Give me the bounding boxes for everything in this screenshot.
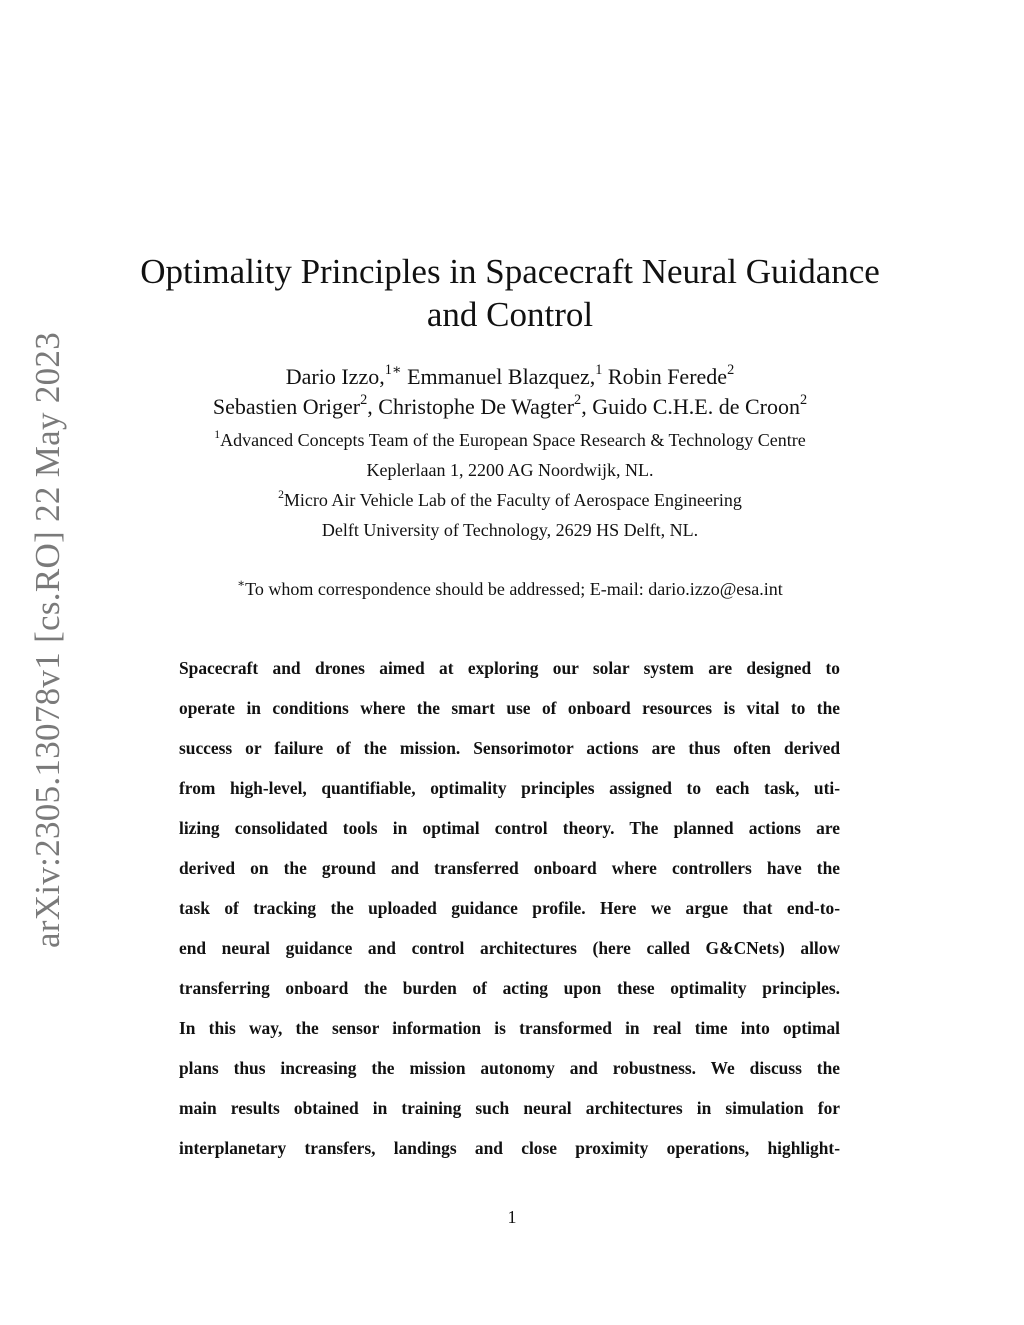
author-name: Dario Izzo, (285, 364, 385, 389)
author-name: Christophe De Wagter (378, 394, 575, 419)
affiliation-line: Advanced Concepts Team of the European Space Research & Technology Centre (220, 430, 806, 450)
affiliation-1 (110, 425, 910, 485)
author-mark: 1 (595, 362, 603, 378)
correspondence-note (110, 575, 910, 603)
author-mark: 1∗ (384, 362, 402, 378)
affiliation-2 (110, 485, 910, 545)
abstract-line: plans thus increasing the mission autonomy and robustness. We discuss the (179, 1058, 840, 1078)
abstract-line: interplanetary transfers, landings and close proximity operations, highlight- (179, 1138, 840, 1158)
abstract-line: transferring onboard the burden of acting upon these optimality principles. (179, 978, 840, 998)
abstract-line: operate in conditions where the smart use of onboard resources is vital to the (179, 698, 840, 718)
arxiv-stamp[interactable]: arXiv:2305.13078v1 [cs.RO] 22 May 2023 (28, 331, 67, 949)
author-mark: 2 (574, 392, 582, 408)
author-mark: 2 (799, 392, 808, 408)
abstract-line: Spacecraft and drones aimed at exploring our solar system are designed to (179, 658, 840, 678)
correspondence-mark: ∗ (237, 576, 246, 590)
author-name: Sebastien Origer (212, 394, 361, 419)
abstract-line: lizing consolidated tools in optimal control theory. The planned actions are (179, 818, 840, 838)
abstract-line: In this way, the sensor information is transformed in real time into optimal (179, 1018, 840, 1038)
correspondence-text: To whom correspondence should be addressed; E-mail: dario.izzo@esa.int (245, 579, 783, 599)
title-line-2: and Control (426, 295, 594, 334)
author-mark: 2 (360, 392, 368, 408)
author-name: Robin Ferede (607, 364, 728, 389)
abstract (179, 648, 840, 1168)
affiliation-line: Micro Air Vehicle Lab of the Faculty of Aerospace Engineering (283, 490, 742, 510)
affiliation-address: Keplerlaan 1, 2200 AG Noordwijk, NL. (366, 460, 654, 480)
author-name: Guido C.H.E. de Croon (592, 394, 800, 419)
abstract-line: task of tracking the uploaded guidance profile. Here we argue that end-to- (179, 898, 840, 918)
author-list: Dario Izzo,$^{1∗}$ Emmanuel Blazquez,$^1$ Robin Ferede$^2$ Sebastien Origer$^2$, Christophe De Wagter$^2$, Guido C.H.E. de Croon$^2$ (212, 362, 808, 419)
author-name: Emmanuel Blazquez, (407, 364, 596, 389)
affiliation-mark: 1 (214, 427, 221, 441)
abstract-line: success or failure of the mission. Sensorimotor actions are thus often derived (179, 738, 840, 758)
abstract-line: from high-level, quantifiable, optimality principles assigned to each task, uti- (179, 778, 840, 798)
abstract-line: end neural guidance and control architectures (here called G&CNets) allow (179, 938, 840, 958)
abstract-line: main results obtained in training such neural architectures in simulation for (179, 1098, 840, 1118)
author-mark: 2 (727, 362, 735, 378)
abstract-line: derived on the ground and transferred onboard where controllers have the (179, 858, 840, 878)
affiliation-mark: 2 (278, 487, 284, 501)
page-number: 1 (507, 1207, 517, 1227)
affiliation-address: Delft University of Technology, 2629 HS Delft, NL. (321, 520, 699, 540)
paper-title (110, 250, 910, 336)
title-line-1: Optimality Principles in Spacecraft Neural Guidance (140, 252, 880, 291)
